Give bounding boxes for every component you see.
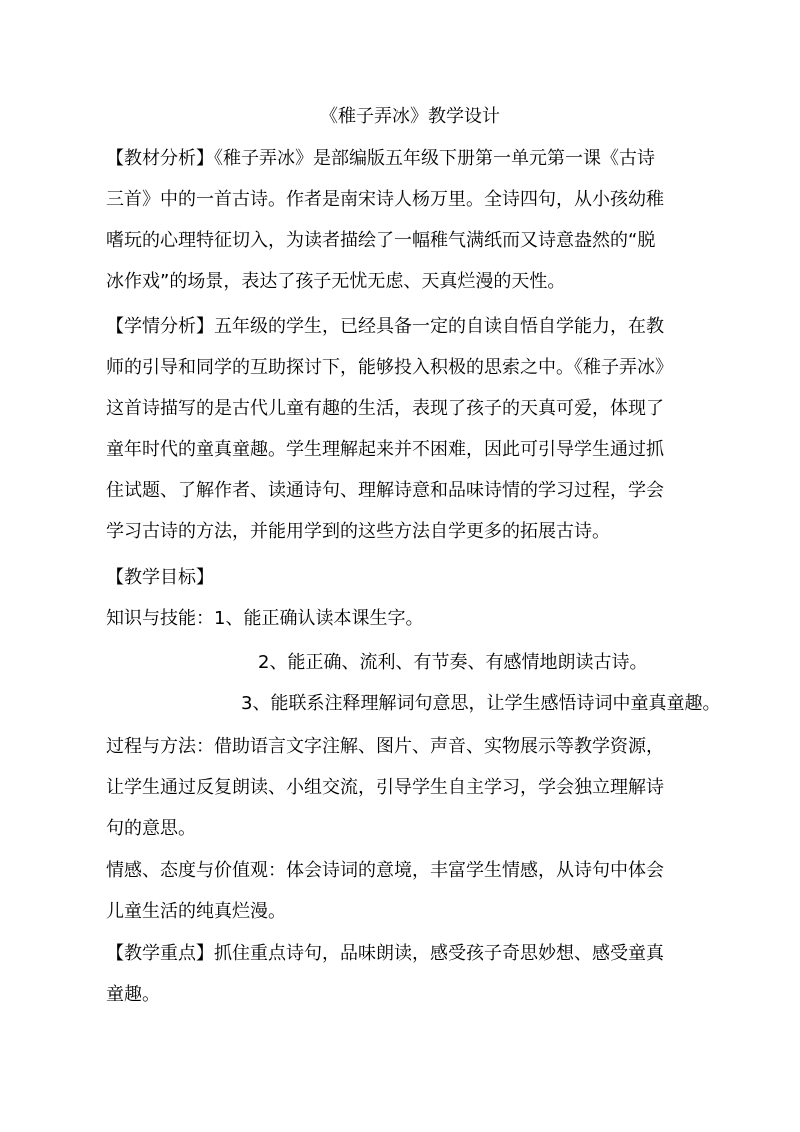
- process-method-line-3: 句的意思。: [106, 818, 196, 839]
- emotion-attitude-values-line-1: 情感、态度与价值观：体会诗词的意境，丰富学生情感，从诗句中体会: [106, 860, 664, 881]
- knowledge-skill-goal-2: 2、能正确、流利、有节奏、有感情地朗读古诗。: [258, 652, 648, 673]
- process-method-line-1: 过程与方法：借助语言文字注解、图片、声音、实物展示等教学资源，: [106, 736, 664, 757]
- teaching-material-analysis-line-4: 冰作戏”的场景，表达了孩子无忧无虑、天真烂漫的天性。: [106, 271, 566, 292]
- teaching-material-analysis-line-1: 【教材分析】《稚子弄冰》是部编版五年级下册第一单元第一课《古诗: [106, 148, 655, 169]
- teaching-goals-heading: 【教学目标】: [106, 567, 214, 588]
- student-analysis-line-5: 住试题、了解作者、读通诗句、理解诗意和品味诗情的学习过程，学会: [106, 480, 664, 501]
- teaching-material-analysis-line-3: 嗜玩的心理特征切入，为读者描绘了一幅稚气满纸而又诗意盎然的“脱: [106, 230, 656, 251]
- student-analysis-line-2: 师的引导和同学的互助探讨下，能够投入积极的思索之中。《稚子弄冰》: [106, 357, 673, 378]
- student-analysis-line-6: 学习古诗的方法，并能用学到的这些方法自学更多的拓展古诗。: [106, 521, 610, 542]
- knowledge-skill-goal-1: 知识与技能：1、能正确认读本课生字。: [106, 608, 424, 629]
- knowledge-skill-goal-3: 3、能联系注释理解词句意思，让学生感悟诗词中童真童趣。: [241, 693, 721, 714]
- student-analysis-line-1: 【学情分析】五年级的学生，已经具备一定的自读自悟自学能力，在教: [106, 316, 664, 337]
- teaching-focus-line-1: 【教学重点】抓住重点诗句，品味朗读，感受孩子奇思妙想、感受童真: [106, 943, 664, 964]
- student-analysis-line-3: 这首诗描写的是古代儿童有趣的生活，表现了孩子的天真可爱，体现了: [106, 398, 664, 419]
- student-analysis-line-4: 童年时代的童真童趣。学生理解起来并不困难，因此可引导学生通过抓: [106, 439, 664, 460]
- process-method-line-2: 让学生通过反复朗读、小组交流，引导学生自主学习，学会独立理解诗: [106, 777, 664, 798]
- teaching-focus-line-2: 童趣。: [106, 984, 160, 1005]
- teaching-material-analysis-line-2: 三首》中的一首古诗。作者是南宋诗人杨万里。全诗四句，从小孩幼稚: [106, 189, 664, 210]
- emotion-attitude-values-line-2: 儿童生活的纯真烂漫。: [106, 901, 286, 922]
- document-title: 《稚子弄冰》教学设计: [320, 106, 500, 127]
